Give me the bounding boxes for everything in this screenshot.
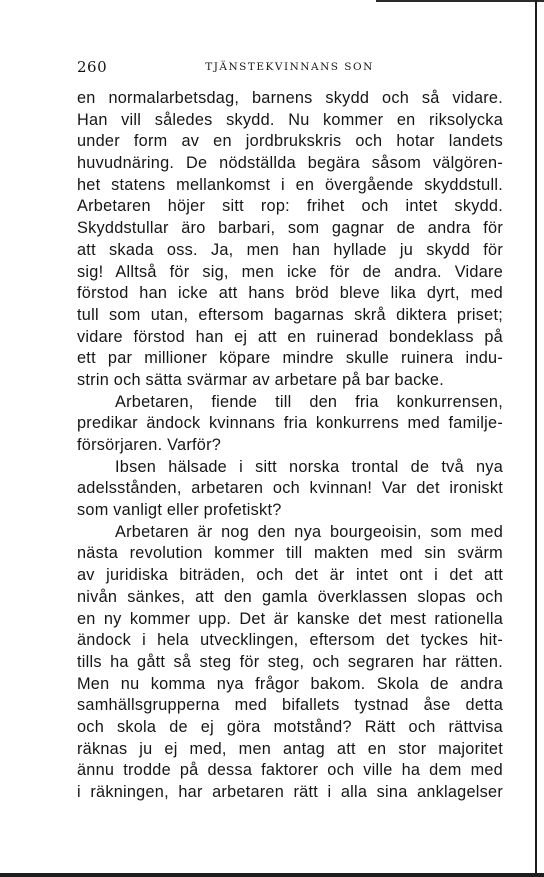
text-line: strin och sätta svärmar av arbetare på bar backe. [77, 370, 444, 389]
running-head [77, 58, 502, 80]
text-line: under form av en jordbrukskris och hotar landets [77, 132, 503, 151]
text-line: Arbetaren är nog den nya bourgeoisin, som med [115, 522, 503, 541]
text-line: Ibsen hälsade i sitt norska trontal de två nya [115, 457, 503, 476]
text-line: tull som utan, eftersom bagarnas skrå diktera priset; [77, 305, 503, 324]
text-line: förstod han icke att hans bröd bleve lika dyrt, med [77, 284, 503, 303]
body-text [77, 88, 503, 804]
page-number: 260 [77, 58, 108, 76]
text-line: nivån sänkes, att den gamla överklassen slopas och [77, 587, 503, 606]
text-line: ändock i hela utvecklingen, eftersom det tyckes hit- [77, 631, 503, 650]
running-title: TJÄNSTEKVINNANS SON [205, 61, 374, 73]
text-line: ännu trodde på dessa faktorer och ville ha dem med [77, 761, 503, 780]
scan-edge-top [376, 0, 544, 2]
text-line: het statens mellankomst i en övergående skyddstull. [77, 175, 503, 194]
text-line: sig! Alltså för sig, men icke för de andra. Vidare [77, 262, 503, 281]
text-line: vidare förstod han ej att en ruinerad bondeklass på [77, 327, 503, 346]
text-line: predikar ändock kvinnans fria konkurrens med familje- [77, 414, 503, 433]
text-line: och skola de ej göra motstånd? Rätt och rättvisa [77, 717, 503, 736]
text-line: samhällsgrupperna med bifallets tystnad åse detta [77, 696, 503, 715]
text-line: i räkningen, har arbetaren rätt i alla sina anklagelser [77, 783, 503, 801]
text-line: av juridiska biträden, och det är intet ont i det att [77, 566, 503, 585]
text-line: försörjaren. Varför? [77, 436, 222, 454]
text-line: adelsstånden, arbetaren och kvinnan! Var det ironiskt [77, 479, 503, 498]
scan-edge-bottom [0, 873, 544, 877]
text-line: Men nu komma nya frågor bakom. Skola de andra [77, 674, 503, 693]
text-line: ett par millioner köpare mindre skulle ruinera indu- [77, 349, 503, 368]
text-line: en ny kommer upp. Det är kanske det mest rationella [77, 609, 503, 628]
text-line: Arbetaren höjer sitt rop: frihet och intet skydd. [77, 197, 503, 216]
scan-edge-right [535, 0, 537, 877]
text-line: Han vill således skydd. Nu kommer en riksolycka [77, 110, 503, 129]
text-line: att skada oss. Ja, men han hyllade ju skydd för [77, 240, 503, 259]
text-line: tills ha gått så steg för steg, och segraren har rätten. [77, 652, 503, 671]
text-line: nästa revolution kommer till makten med sin svärm [77, 544, 503, 563]
text-line: Skyddstullar äro barbari, som gagnar de andra för [77, 219, 503, 238]
text-line: huvudnäring. De nödställda begära såsom välgören- [77, 154, 503, 173]
text-line: Arbetaren, fiende till den fria konkurrensen, [115, 392, 503, 411]
text-line: en normalarbetsdag, barnens skydd och så vidare. [77, 89, 503, 107]
text-line: som vanligt eller profetiskt? [77, 501, 282, 520]
text-line: räknas ju ej med, men antag att en stor majoritet [77, 739, 503, 758]
